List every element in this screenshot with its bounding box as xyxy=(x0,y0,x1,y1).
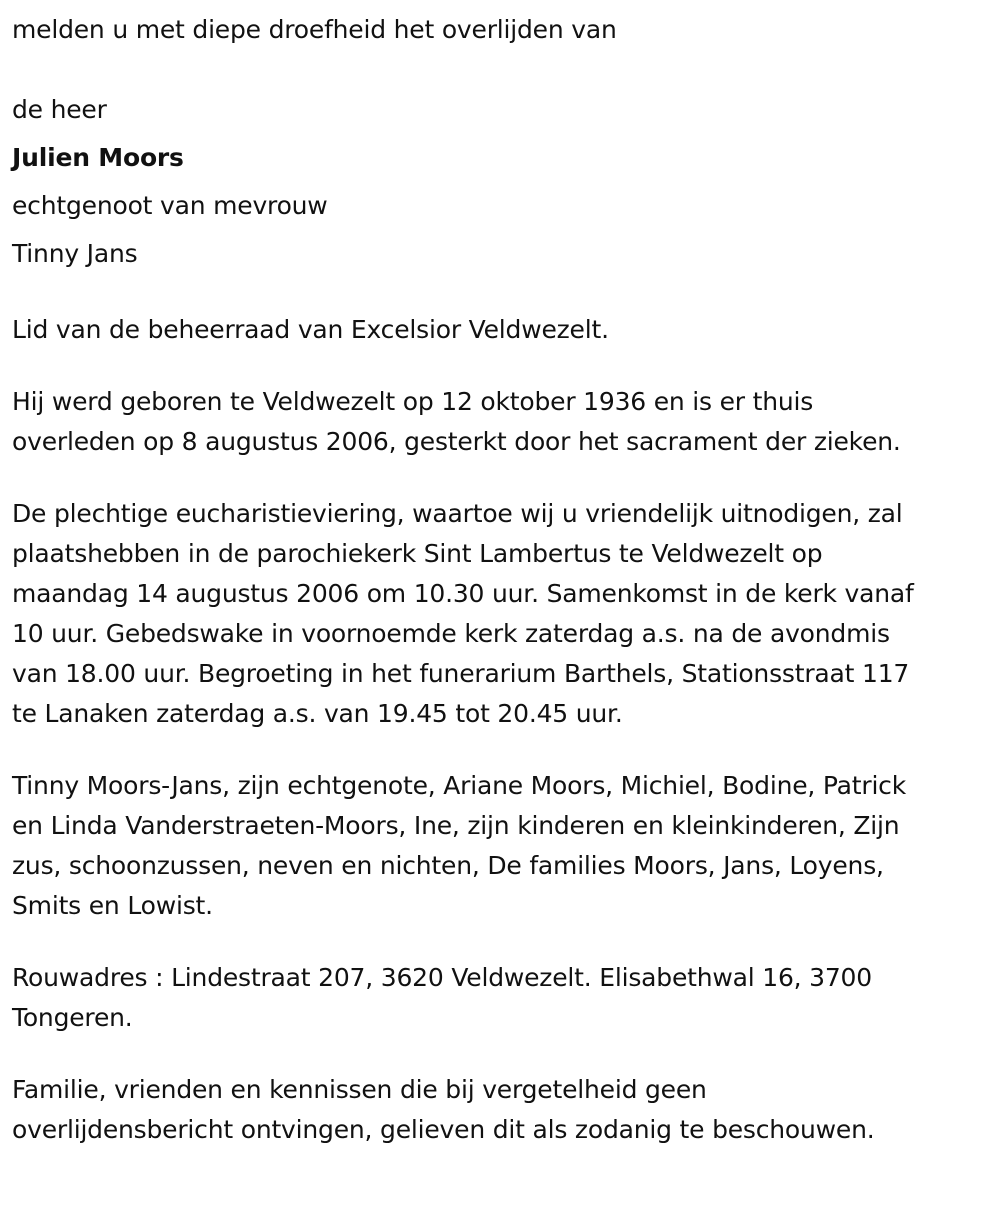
intro-text: melden u met diepe droefheid het overlijden van xyxy=(12,15,617,44)
family-paragraph xyxy=(12,766,988,926)
paragraph-line: maandag 14 augustus 2006 om 10.30 uur. Samenkomst in de kerk vanaf xyxy=(12,579,914,608)
paragraph-line: De plechtige eucharistieviering, waartoe wij u vriendelijk uitnodigen, zal xyxy=(12,499,903,528)
paragraph-line: en Linda Vanderstraeten-Moors, Ine, zijn kinderen en kleinkinderen, Zijn xyxy=(12,811,900,840)
paragraph-line: zus, schoonzussen, neven en nichten, De families Moors, Jans, Loyens, xyxy=(12,851,884,880)
birth-death-paragraph xyxy=(12,382,988,462)
paragraph-line: Tinny Moors-Jans, zijn echtgenote, Ariane Moors, Michiel, Bodine, Patrick xyxy=(12,771,907,800)
spacer xyxy=(12,278,988,310)
spacer xyxy=(12,54,988,86)
paragraph-line: overlijdensbericht ontvingen, gelieven dit als zodanig te beschouwen. xyxy=(12,1115,875,1144)
paragraph-line: 10 uur. Gebedswake in voornoemde kerk zaterdag a.s. na de avondmis xyxy=(12,619,890,648)
spacer xyxy=(12,734,988,766)
paragraph-line: Tongeren. xyxy=(12,1003,133,1032)
paragraph-line: plaatshebben in de parochiekerk Sint Lambertus te Veldwezelt op xyxy=(12,539,823,568)
address-paragraph xyxy=(12,958,988,1038)
spacer xyxy=(12,926,988,958)
paragraph-line: van 18.00 uur. Begroeting in het funerarium Barthels, Stationsstraat 117 xyxy=(12,659,910,688)
spacer xyxy=(12,350,988,382)
paragraph-line: Smits en Lowist. xyxy=(12,891,213,920)
membership-line: Lid van de beheerraad van Excelsior Veldwezelt. xyxy=(12,315,609,344)
spacer xyxy=(12,462,988,494)
deceased-name: Julien Moors xyxy=(12,143,184,172)
salutation: de heer xyxy=(12,95,107,124)
membership-text xyxy=(12,310,988,350)
ceremony-paragraph xyxy=(12,494,988,734)
spouse-label: echtgenoot van mevrouw xyxy=(12,191,328,220)
paragraph-line: Rouwadres : Lindestraat 207, 3620 Veldwezelt. Elisabethwal 16, 3700 xyxy=(12,963,872,992)
paragraph-line: te Lanaken zaterdag a.s. van 19.45 tot 20.45 uur. xyxy=(12,699,623,728)
closing-paragraph xyxy=(12,1070,988,1150)
spacer xyxy=(12,1038,988,1070)
paragraph-line: overleden op 8 augustus 2006, gesterkt door het sacrament der zieken. xyxy=(12,427,901,456)
spouse-name: Tinny Jans xyxy=(12,239,138,268)
paragraph-line: Hij werd geboren te Veldwezelt op 12 oktober 1936 en is er thuis xyxy=(12,387,814,416)
paragraph-line: Familie, vrienden en kennissen die bij vergetelheid geen xyxy=(12,1075,707,1104)
